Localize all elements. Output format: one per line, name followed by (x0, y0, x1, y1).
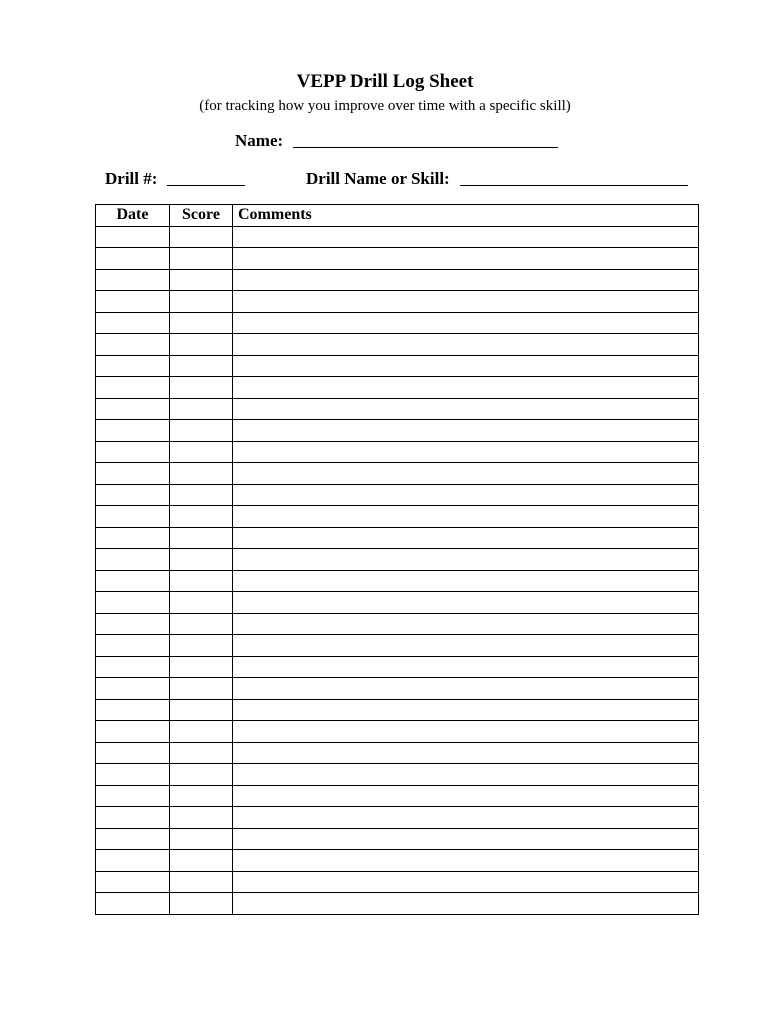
table-row (96, 269, 699, 291)
table-row (96, 699, 699, 721)
table-row (96, 312, 699, 334)
date-cell[interactable] (96, 893, 170, 915)
table-row (96, 871, 699, 893)
score-cell[interactable] (170, 721, 233, 743)
table-row (96, 527, 699, 549)
sheet-title: VEPP Drill Log Sheet (296, 71, 474, 92)
date-cell[interactable] (96, 785, 170, 807)
date-cell[interactable] (96, 656, 170, 678)
table-row (96, 850, 699, 872)
drill-number-blank-line[interactable] (167, 169, 245, 186)
score-cell[interactable] (170, 527, 233, 549)
comments-cell[interactable] (233, 850, 699, 872)
score-cell[interactable] (170, 742, 233, 764)
table-row (96, 441, 699, 463)
score-cell[interactable] (170, 570, 233, 592)
score-cell[interactable] (170, 312, 233, 334)
name-blank-line[interactable] (293, 131, 558, 148)
comments-cell[interactable] (233, 291, 699, 313)
drill-name-label: Drill Name or Skill: (306, 169, 450, 188)
date-cell[interactable] (96, 742, 170, 764)
comments-cell[interactable] (233, 764, 699, 786)
table-row (96, 721, 699, 743)
date-cell[interactable] (96, 312, 170, 334)
date-cell[interactable] (96, 226, 170, 248)
score-cell[interactable] (170, 635, 233, 657)
table-row (96, 656, 699, 678)
score-cell[interactable] (170, 226, 233, 248)
score-cell[interactable] (170, 699, 233, 721)
score-cell[interactable] (170, 248, 233, 270)
table-row (96, 334, 699, 356)
comments-cell[interactable] (233, 635, 699, 657)
comments-cell[interactable] (233, 398, 699, 420)
comments-cell[interactable] (233, 742, 699, 764)
log-table-body (96, 226, 699, 914)
comments-cell[interactable] (233, 893, 699, 915)
comments-cell[interactable] (233, 785, 699, 807)
score-cell[interactable] (170, 506, 233, 528)
score-cell[interactable] (170, 463, 233, 485)
comments-cell[interactable] (233, 334, 699, 356)
date-cell[interactable] (96, 549, 170, 571)
table-row (96, 484, 699, 506)
comments-cell[interactable] (233, 570, 699, 592)
comments-cell[interactable] (233, 678, 699, 700)
score-cell[interactable] (170, 807, 233, 829)
comments-cell[interactable] (233, 592, 699, 614)
table-row (96, 398, 699, 420)
table-row (96, 742, 699, 764)
table-row (96, 355, 699, 377)
date-cell[interactable] (96, 377, 170, 399)
score-cell[interactable] (170, 871, 233, 893)
table-row (96, 613, 699, 635)
table-header-row (96, 205, 699, 227)
table-row (96, 635, 699, 657)
table-row (96, 785, 699, 807)
date-cell[interactable] (96, 506, 170, 528)
score-cell[interactable] (170, 334, 233, 356)
table-row (96, 248, 699, 270)
date-cell[interactable] (96, 592, 170, 614)
score-cell[interactable] (170, 893, 233, 915)
score-cell[interactable] (170, 850, 233, 872)
column-header-comments: Comments (233, 205, 699, 227)
comments-cell[interactable] (233, 463, 699, 485)
comments-cell[interactable] (233, 377, 699, 399)
table-row (96, 377, 699, 399)
score-cell[interactable] (170, 269, 233, 291)
name-label: Name: (235, 131, 284, 150)
comments-cell[interactable] (233, 699, 699, 721)
date-cell[interactable] (96, 463, 170, 485)
table-row (96, 893, 699, 915)
score-cell[interactable] (170, 656, 233, 678)
drill-number-field (105, 168, 245, 190)
score-cell[interactable] (170, 549, 233, 571)
comments-cell[interactable] (233, 828, 699, 850)
comments-cell[interactable] (233, 484, 699, 506)
comments-cell[interactable] (233, 355, 699, 377)
date-cell[interactable] (96, 527, 170, 549)
drill-number-label: Drill #: (105, 169, 158, 188)
comments-cell[interactable] (233, 527, 699, 549)
table-row (96, 570, 699, 592)
date-cell[interactable] (96, 291, 170, 313)
score-cell[interactable] (170, 398, 233, 420)
drill-name-field (306, 168, 688, 190)
drill-name-blank-line[interactable] (460, 169, 688, 186)
table-row (96, 807, 699, 829)
table-row (96, 291, 699, 313)
comments-cell[interactable] (233, 656, 699, 678)
date-cell[interactable] (96, 441, 170, 463)
table-row (96, 506, 699, 528)
date-cell[interactable] (96, 248, 170, 270)
comments-cell[interactable] (233, 807, 699, 829)
score-cell[interactable] (170, 785, 233, 807)
score-cell[interactable] (170, 291, 233, 313)
table-row (96, 828, 699, 850)
date-cell[interactable] (96, 871, 170, 893)
comments-cell[interactable] (233, 871, 699, 893)
date-cell[interactable] (96, 269, 170, 291)
comments-cell[interactable] (233, 248, 699, 270)
date-cell[interactable] (96, 807, 170, 829)
score-cell[interactable] (170, 678, 233, 700)
date-cell[interactable] (96, 613, 170, 635)
sheet-subtitle: (for tracking how you improve over time with a specific skill) (199, 98, 571, 114)
table-row (96, 420, 699, 442)
date-cell[interactable] (96, 678, 170, 700)
score-cell[interactable] (170, 592, 233, 614)
table-row (96, 592, 699, 614)
date-cell[interactable] (96, 850, 170, 872)
date-cell[interactable] (96, 355, 170, 377)
comments-cell[interactable] (233, 226, 699, 248)
comments-cell[interactable] (233, 420, 699, 442)
score-cell[interactable] (170, 420, 233, 442)
name-field (235, 130, 558, 152)
comments-cell[interactable] (233, 269, 699, 291)
date-cell[interactable] (96, 398, 170, 420)
table-row (96, 549, 699, 571)
date-cell[interactable] (96, 721, 170, 743)
table-row (96, 463, 699, 485)
score-cell[interactable] (170, 484, 233, 506)
comments-cell[interactable] (233, 506, 699, 528)
date-cell[interactable] (96, 828, 170, 850)
drill-log-table (95, 204, 699, 915)
date-cell[interactable] (96, 420, 170, 442)
date-cell[interactable] (96, 334, 170, 356)
score-cell[interactable] (170, 613, 233, 635)
score-cell[interactable] (170, 355, 233, 377)
date-cell[interactable] (96, 570, 170, 592)
comments-cell[interactable] (233, 721, 699, 743)
date-cell[interactable] (96, 699, 170, 721)
table-row (96, 226, 699, 248)
date-cell[interactable] (96, 484, 170, 506)
score-cell[interactable] (170, 764, 233, 786)
table-row (96, 764, 699, 786)
column-header-score: Score (170, 205, 233, 227)
score-cell[interactable] (170, 377, 233, 399)
comments-cell[interactable] (233, 613, 699, 635)
date-cell[interactable] (96, 635, 170, 657)
comments-cell[interactable] (233, 549, 699, 571)
comments-cell[interactable] (233, 312, 699, 334)
column-header-date: Date (96, 205, 170, 227)
table-row (96, 678, 699, 700)
comments-cell[interactable] (233, 441, 699, 463)
score-cell[interactable] (170, 441, 233, 463)
score-cell[interactable] (170, 828, 233, 850)
date-cell[interactable] (96, 764, 170, 786)
